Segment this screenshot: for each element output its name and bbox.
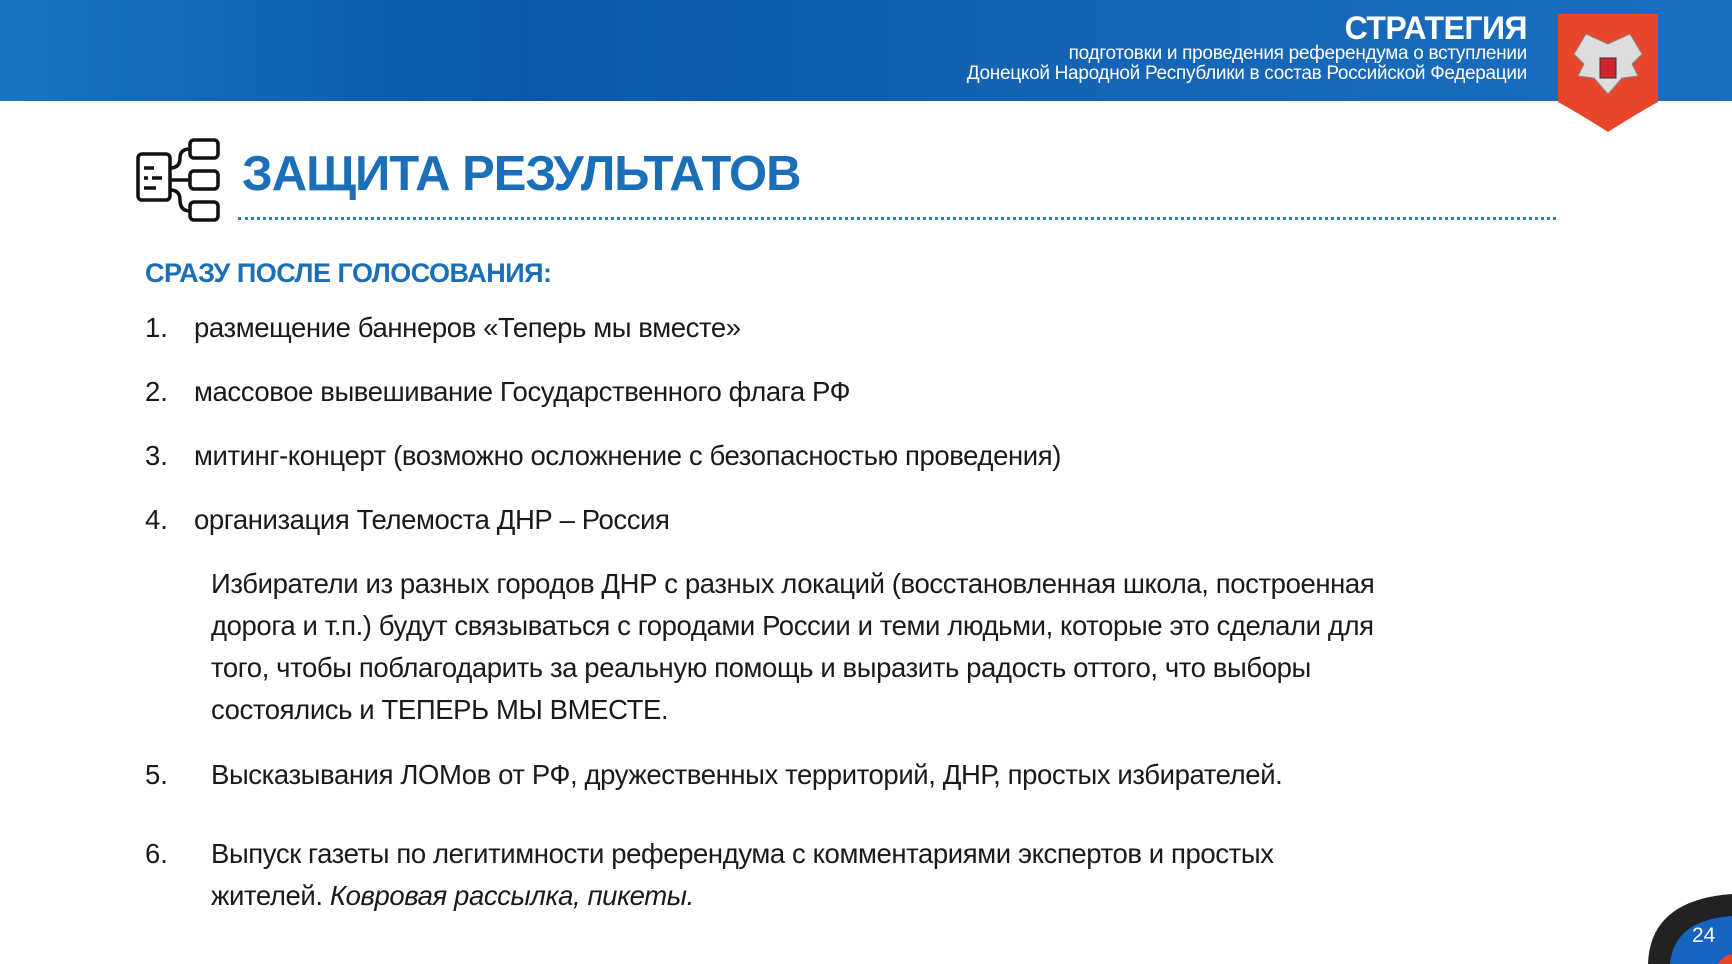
italic-note: Ковровая рассылка, пикеты. — [329, 880, 694, 911]
continuation-text: жителей. — [211, 880, 323, 911]
item-number: 3. — [145, 440, 168, 471]
page-number: 24 — [1692, 924, 1716, 947]
title-divider — [238, 217, 1556, 220]
item-number: 5. — [145, 759, 168, 790]
list-item: размещение баннеров «Теперь мы вместе» — [194, 312, 741, 343]
corner-decoration — [1640, 890, 1732, 964]
item-number: 4. — [145, 504, 168, 535]
item-number: 2. — [145, 376, 168, 407]
header-subtitle-2: Донецкой Народной Республики в состав Российской Федерации — [966, 63, 1527, 84]
page-title: ЗАЩИТА РЕЗУЛЬТАТОВ — [242, 147, 801, 201]
list-item: митинг-концерт (возможно осложнение с безопасностью проведения) — [194, 440, 1061, 471]
paragraph-line: дорога и т.п.) будут связываться с городами России и теми людьми, которые это сделали для — [211, 610, 1374, 641]
list-item: Высказывания ЛОМов от РФ, дружественных территорий, ДНР, простых избирателей. — [211, 759, 1283, 790]
paragraph-line: состоялись и ТЕПЕРЬ МЫ ВМЕСТЕ. — [211, 694, 669, 725]
paragraph-line: Избиратели из разных городов ДНР с разных локаций (восстановленная школа, построенная — [211, 568, 1375, 599]
list-item: организация Телемоста ДНР – Россия — [194, 504, 670, 535]
subheading: СРАЗУ ПОСЛЕ ГОЛОСОВАНИЯ: — [145, 258, 552, 288]
list-item: Выпуск газеты по легитимности референдума с комментариями экспертов и простых — [211, 838, 1274, 869]
flowchart-icon — [136, 138, 220, 222]
item-number: 1. — [145, 312, 168, 343]
item-number: 6. — [145, 838, 168, 869]
header-title: СТРАТЕГИЯ — [1344, 10, 1527, 46]
coat-of-arms-icon — [1556, 14, 1660, 132]
header-bar — [0, 0, 1732, 101]
list-item: массовое вывешивание Государственного флага РФ — [194, 376, 851, 407]
header-subtitle-1: подготовки и проведения референдума о вступлении — [1068, 43, 1527, 64]
list-item-continuation — [211, 880, 694, 912]
paragraph-line: того, чтобы поблагодарить за реальную помощь и выразить радость оттого, что выборы — [211, 652, 1311, 683]
